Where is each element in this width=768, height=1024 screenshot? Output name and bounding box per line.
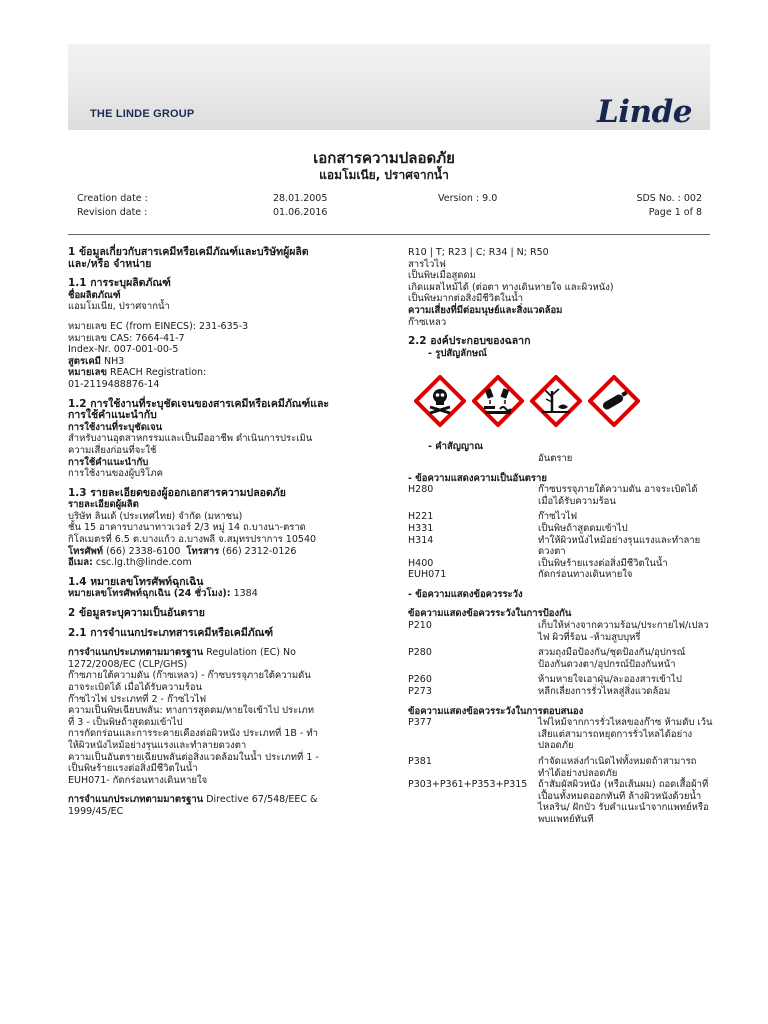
hazard-text: กัดกร่อนทางเดินหายใจ [538,569,633,581]
pictogram-label: - รูปสัญลักษณ์ [428,347,487,359]
fax-label: โทรสาร [186,545,220,557]
revision-date-label: Revision date : [77,207,148,218]
hazard-row [408,511,713,523]
hazard-code: EUH071 [408,569,447,581]
clp-line-4: อาจระเบิดได้ เมื่อได้รับความร้อน [68,682,203,693]
response-code: P377 [408,717,432,729]
prevention-text: ห้ามหายใจเอาฝุ่น/ละอองสารเข้าไป [538,674,682,686]
response-text: กำจัดแหล่งกำเนิดไฟทั้งหมดถ้าสามารถทำได้อย่างปลอดภัย [538,756,697,779]
prevention-text: เก็บให้ห่างจากความร้อน/ประกายไฟ/เปลวไฟ ผิวที่ร้อน -ห้ามสูบบุหรี่ [538,620,709,643]
prevention-code: P273 [408,686,432,698]
reach-number: 01-2119488876-14 [68,378,160,390]
dsd-classification [68,794,368,806]
reach-text: REACH Registration: [110,367,207,379]
sds-number: SDS No. : 002 [636,193,702,204]
clp-line-12: EUH071- กัดกร่อนทางเดินหายใจ [68,774,208,786]
email-address[interactable]: csc.lg.th@linde.com [95,557,192,569]
hazard-row [408,484,713,507]
risk-label: ความเสี่ยงที่มีต่อมนุษย์และสิ่งแวดล้อม [408,304,563,316]
header-divider [68,234,710,235]
section-2-heading: 2 ข้อมูลระบุความเป็นอันตราย [68,607,205,620]
hazard-row [408,535,713,558]
hazard-code: H400 [408,557,434,569]
chemical-formula [68,356,368,368]
linde-logo: Linde [596,94,692,130]
clp-line-5: ก๊าซไวไฟ ประเภทที่ 2 - ก๊าซไวไฟ [68,693,207,705]
left-column [68,247,368,818]
dsd-line-2: 1999/45/EC [68,805,124,817]
r-phrase-3: เกิดแผลไหม้ได้ (ต่อตา ทางเดินหายใจ และผิวหนัง) [408,281,614,293]
response-row [408,779,713,825]
hazard-statements-list [408,484,713,581]
formula-label: สูตรเคมี [68,355,101,367]
section-1-2-heading: 1.2 การใช้งานที่ระบุชัดเจนของสารเคมีหรือเคมีภัณฑ์และ [68,397,330,410]
r-phrase-2: เป็นพิษเมื่อสูดดม [408,270,476,282]
dsd-line-1: Directive 67/548/EEC & [206,794,318,806]
response-row [408,717,713,752]
company-group-name: THE LINDE GROUP [90,108,195,120]
supplier-label: รายละเอียดผู้ผลิต [68,499,139,511]
prevention-heading: ข้อความแสดงข้อควรระวังในการป้องกัน [408,608,572,620]
creation-date-label: Creation date : [77,193,148,204]
r-phrase-4: เป็นพิษมากต่อสิ่งมีชีวิตในน้ำ [408,293,524,305]
r-phrase-1: สารไวไฟ [408,258,446,270]
page-number: Page 1 of 8 [648,207,702,218]
reach-registration [68,367,368,379]
header-band [68,44,710,130]
identified-use-line-1: สำหรับงานอุตสาหกรรมและเป็นมืออาชีพ ดำเนินการประเมิน [68,433,313,445]
ec-number: หมายเลข EC (from EINECS): 231-635-3 [68,320,249,332]
section-1-heading: 1 ข้อมูลเกี่ยวกับสารเคมีหรือเคมีภัณฑ์และบริษัทผู้ผลิต [68,246,309,258]
clp-line-11: เป็นพิษร้ายแรงต่อสิ่งมีชีวิตในน้ำ [68,763,198,775]
response-text: ไฟไหม้จากการรั่วไหลของก๊าซ ห้ามดับ เว้นเสียแต่สามารถหยุดการรั่วไหลได้อย่างปลอดภัย [538,717,713,752]
corrosion-icon [472,375,524,427]
section-2-1-heading: 2.1 การจำแนกประเภทสารเคมีหรือเคมีภัณฑ์ [68,626,274,639]
clp-line-8: การกัดกร่อนและการระคายเคืองต่อผิวหนัง ประเภทที่ 1B - ทำ [68,728,318,740]
prevention-row [408,674,713,686]
risk-text: ก๊าซเหลว [408,316,447,328]
advised-against-label: การใช้คำแนะนำกับ [68,456,149,468]
cas-number: หมายเลข CAS: 7664-41-7 [68,332,185,344]
response-text: ถ้าสัมผัสผิวหนัง (หรือเส้นผม) ถอดเสื้อผ้าที่เปื้อนทั้งหมดออกทันที ล้างผิวหนังด้วยน้ำไหลริน/ ฝักบัว รับคำแนะนำจากแพทย์หรือพบแพทย์ทันที [538,779,709,825]
clp-line-6: ความเป็นพิษเฉียบพลัน: ทางการสูดดม/หายใจเข้าไป ประเภท [68,705,314,717]
skull-crossbones-icon [414,375,466,427]
section-1-2-heading-cont: การใช้คำแนะนำกับ [68,409,157,422]
hazard-row [408,558,713,570]
document-title: เอกสารความปลอดภัย [313,149,455,167]
hazard-statements-heading: - ข้อความแสดงความเป็นอันตราย [408,472,547,484]
ghs-pictograms [414,375,713,427]
prevention-row [408,647,713,670]
hazard-text: ก๊าซไวไฟ [538,511,578,523]
phone-number: (66) 2338-6100 [106,545,181,557]
clp-line-1: Regulation (EC) No [206,647,296,659]
hazard-row [408,523,713,535]
product-name: แอมโมเนีย, ปราศจากน้ำ [68,301,170,313]
prevention-row [408,686,713,698]
email-label: อีเมล: [68,557,93,569]
clp-line-7: ที่ 3 - เป็นพิษถ้าสูดดมเข้าไป [68,716,183,728]
hazard-code: H280 [408,484,434,496]
hazard-row [408,569,713,581]
section-1-heading-cont: และ/หรือ จำหน่าย [68,257,152,270]
document-subtitle: แอมโมเนีย, ปราศจากน้ำ [319,168,449,182]
formula-value: NH3 [103,355,125,367]
advised-against-text: การใช้งานของผู้บริโภค [68,468,163,480]
signal-word: อันตราย [538,452,573,464]
supplier-line-2: ชั้น 15 อาคารบางนาทาวเวอร์ 2/3 หมู่ 14 ถ.บางนา-ตราด [68,522,306,534]
emergency-number: 1384 [233,588,258,600]
right-column [408,247,713,826]
prevention-code: P260 [408,674,432,686]
prevention-text: หลีกเลี่ยงการรั่วไหลสู่สิ่งแวดล้อม [538,686,671,698]
response-row [408,756,713,779]
prevention-code: P280 [408,647,432,659]
prevention-row [408,620,713,643]
section-1-1-heading: 1.1 การระบุผลิตภัณฑ์ [68,277,171,290]
fax-number: (66) 2312-0126 [222,545,297,557]
section-1-4-heading: 1.4 หมายเลขโทรศัพท์ฉุกเฉิน [68,575,204,588]
identified-use-label: การใช้งานที่ระบุชัดเจน [68,421,163,433]
hazard-text: เป็นพิษถ้าสูดดมเข้าไป [538,522,628,534]
hazard-text: ก๊าซบรรจุภายใต้ความดัน อาจระเบิดได้ เมื่อได้รับความร้อน [538,484,698,507]
supplier-phone-fax [68,546,368,558]
reach-label: หมายเลข [68,367,107,379]
clp-line-9: ให้ผิวหนังไหม้อย่างรุนแรงและทำลายดวงตา [68,739,247,751]
response-code: P381 [408,756,432,767]
response-heading: ข้อความแสดงข้อควรระวังในการตอบสนอง [408,705,584,717]
emergency-label: หมายเลขโทรศัพท์ฉุกเฉิน (24 ชั่วโมง): [68,588,231,600]
r-phrases: R10 | T; R23 | C; R34 | N; R50 [408,247,549,258]
environment-icon [530,375,582,427]
prevention-code: P210 [408,620,432,632]
dsd-label: การจำแนกประเภทตามมาตรฐาน [68,794,204,806]
hazard-text: เป็นพิษร้ายแรงต่อสิ่งมีชีวิตในน้ำ [538,557,668,569]
section-2-2-heading: 2.2 องค์ประกอบของฉลาก [408,335,531,348]
clp-line-3: ก๊าซภายใต้ความดัน (ก๊าซเหลว) - ก๊าซบรรจุภายใต้ความดัน [68,670,311,682]
response-list [408,717,713,825]
emergency-phone [68,588,368,600]
clp-label: การจำแนกประเภทตามมาตรฐาน [68,647,204,659]
hazard-code: H314 [408,534,434,546]
identified-use-line-2: ความเสี่ยงก่อนที่จะใช้ [68,444,157,456]
signal-word-label: - คำสัญญาณ [428,441,484,453]
hazard-code: H331 [408,522,434,534]
section-1-3-heading: 1.3 รายละเอียดของผู้ออกเอกสารความปลอดภัย [68,486,286,499]
precautionary-statements-heading: - ข้อความแสดงข้อควรระวัง [408,588,523,600]
supplier-line-3: กิโลเมตรที่ 6.5 ต.บางแก้ว อ.บางพลี จ.สมุทรปราการ 10540 [68,534,317,546]
index-number: Index-Nr. 007-001-00-5 [68,344,179,356]
supplier-line-1: บริษัท ลินเด้ (ประเทศไทย) จำกัด (มหาชน) [68,510,243,522]
clp-classification [68,647,368,659]
product-name-label: ชื่อผลิตภัณฑ์ [68,289,121,301]
prevention-text: สวมถุงมือป้องกัน/ชุดป้องกัน/อุปกรณ์ป้องกันดวงตา/อุปกรณ์ป้องกันหน้า [538,647,686,670]
revision-date-value: 01.06.2016 [273,207,328,218]
gas-cylinder-icon [588,375,640,427]
hazard-text: ทำให้ผิวหนังไหม้อย่างรุนแรงและทำลายดวงตา [538,534,701,558]
response-code: P303+P361+P353+P315 [408,779,528,791]
hazard-code: H221 [408,511,434,523]
prevention-list [408,620,713,698]
phone-label: โทรศัพท์ [68,545,104,557]
supplier-email [68,557,368,569]
clp-line-10: ความเป็นอันตรายเฉียบพลันต่อสิ่งแวดล้อมในน้ำ ประเภทที่ 1 - [68,751,319,763]
creation-date-value: 28.01.2005 [273,193,328,204]
clp-line-2: 1272/2008/EC (CLP/GHS) [68,658,188,670]
version: Version : 9.0 [438,193,498,204]
